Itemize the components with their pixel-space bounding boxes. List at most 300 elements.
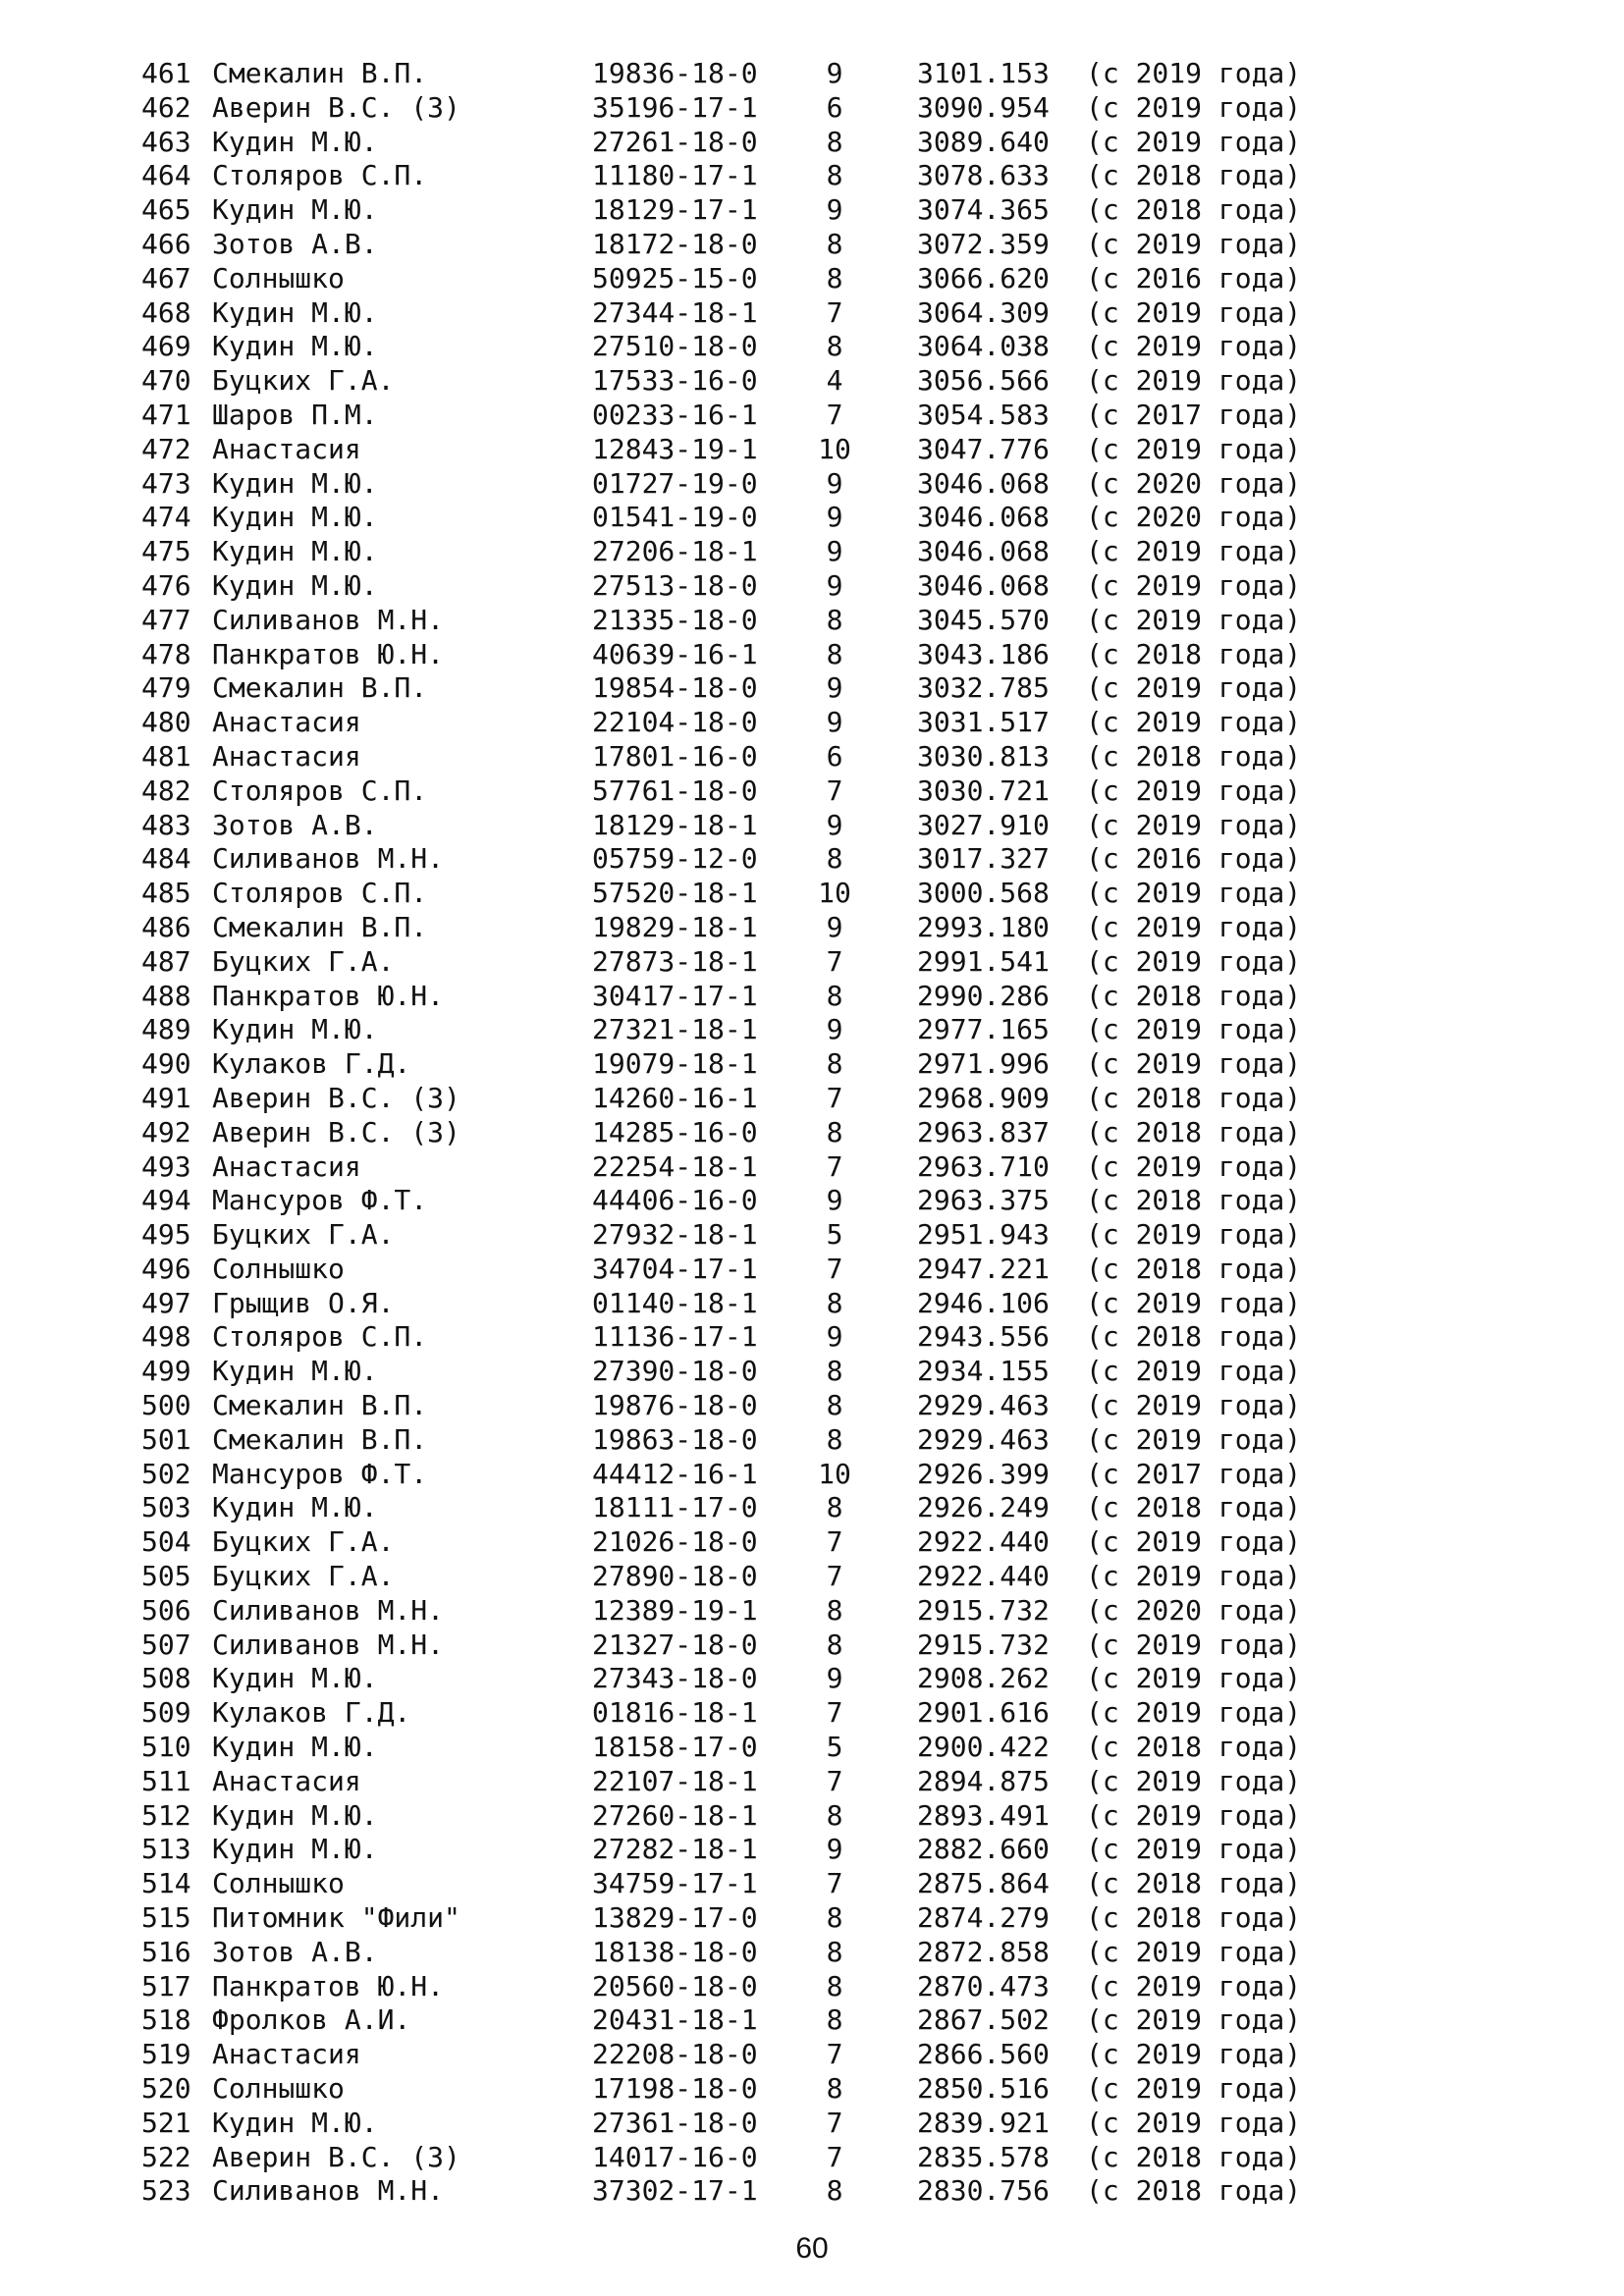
cell-gen: 8 [826, 1422, 843, 1456]
cell-year: (с 2019 года) [1086, 1662, 1302, 1695]
cell-num: 486 [141, 910, 191, 943]
cell-name: Кудин М.Ю. [212, 193, 378, 227]
cell-gen: 8 [826, 1047, 843, 1081]
cell-code: 12389-19-1 [592, 1593, 758, 1627]
cell-name: Силиванов М.Н. [212, 1628, 445, 1661]
cell-name: Анастасия [212, 2038, 361, 2071]
cell-year: (с 2019 года) [1086, 2038, 1302, 2071]
cell-num: 464 [141, 159, 191, 192]
cell-name: Солнышко [212, 2072, 345, 2106]
cell-num: 504 [141, 1525, 191, 1559]
cell-num: 470 [141, 364, 191, 398]
cell-gen: 7 [826, 1149, 843, 1183]
cell-code: 27510-18-0 [592, 330, 758, 363]
cell-num: 469 [141, 330, 191, 363]
cell-name: Панкратов Ю.Н. [212, 979, 445, 1012]
cell-gen: 8 [826, 1901, 843, 1935]
cell-score: 3030.813 [917, 739, 1050, 773]
cell-score: 2991.541 [917, 944, 1050, 978]
cell-year: (с 2019 года) [1086, 774, 1302, 807]
cell-year: (с 2019 года) [1086, 1560, 1302, 1593]
cell-year: (с 2018 года) [1086, 2140, 1302, 2173]
cell-num: 521 [141, 2106, 191, 2139]
cell-gen: 9 [826, 501, 843, 534]
cell-year: (с 2019 года) [1086, 568, 1302, 602]
cell-gen: 9 [826, 57, 843, 89]
cell-year: (с 2019 года) [1086, 125, 1302, 158]
cell-score: 3064.309 [917, 295, 1050, 329]
cell-year: (с 2019 года) [1086, 1389, 1302, 1422]
cell-year: (с 2018 года) [1086, 1867, 1302, 1900]
cell-gen: 8 [826, 979, 843, 1012]
cell-num: 502 [141, 1457, 191, 1490]
cell-num: 484 [141, 842, 191, 876]
cell-name: Силиванов М.Н. [212, 2174, 445, 2208]
cell-gen: 7 [826, 1252, 843, 1285]
cell-gen: 7 [826, 398, 843, 431]
cell-gen: 10 [818, 432, 851, 465]
cell-score: 3090.954 [917, 90, 1050, 124]
cell-gen: 9 [826, 1662, 843, 1695]
cell-num: 498 [141, 1320, 191, 1354]
cell-name: Кудин М.Ю. [212, 466, 378, 500]
cell-code: 34704-17-1 [592, 1252, 758, 1285]
cell-code: 18138-18-0 [592, 1935, 758, 1968]
cell-code: 37302-17-1 [592, 2174, 758, 2208]
cell-name: Анастасия [212, 1764, 361, 1797]
cell-num: 474 [141, 501, 191, 534]
cell-code: 13829-17-0 [592, 1901, 758, 1935]
cell-name: Аверин В.С. (З) [212, 90, 460, 124]
cell-num: 480 [141, 706, 191, 739]
cell-score: 2963.375 [917, 1184, 1050, 1217]
cell-gen: 8 [826, 227, 843, 260]
cell-gen: 8 [826, 2003, 843, 2037]
cell-name: Анастасия [212, 739, 361, 773]
cell-year: (с 2019 года) [1086, 330, 1302, 363]
cell-year: (с 2019 года) [1086, 2003, 1302, 2037]
cell-year: (с 2019 года) [1086, 295, 1302, 329]
cell-score: 2867.502 [917, 2003, 1050, 2037]
cell-name: Кудин М.Ю. [212, 1798, 378, 1832]
cell-num: 481 [141, 739, 191, 773]
cell-name: Кудин М.Ю. [212, 568, 378, 602]
cell-name: Силиванов М.Н. [212, 603, 445, 636]
cell-gen: 10 [818, 1457, 851, 1490]
cell-gen: 8 [826, 2072, 843, 2106]
cell-name: Кудин М.Ю. [212, 1731, 378, 1764]
cell-code: 19876-18-0 [592, 1389, 758, 1422]
cell-score: 2872.858 [917, 1935, 1050, 1968]
cell-name: Мансуров Ф.Т. [212, 1184, 428, 1217]
cell-score: 2900.422 [917, 1731, 1050, 1764]
cell-year: (с 2019 года) [1086, 1969, 1302, 2002]
cell-code: 21327-18-0 [592, 1628, 758, 1661]
cell-code: 22254-18-1 [592, 1149, 758, 1183]
cell-num: 479 [141, 671, 191, 705]
cell-year: (с 2018 года) [1086, 1081, 1302, 1114]
cell-year: (с 2019 года) [1086, 364, 1302, 398]
cell-gen: 9 [826, 466, 843, 500]
cell-gen: 9 [826, 706, 843, 739]
cell-year: (с 2018 года) [1086, 1901, 1302, 1935]
cell-num: 515 [141, 1901, 191, 1935]
cell-gen: 8 [826, 159, 843, 192]
cell-year: (с 2019 года) [1086, 1833, 1302, 1866]
cell-code: 19854-18-0 [592, 671, 758, 705]
cell-num: 513 [141, 1833, 191, 1866]
cell-code: 27513-18-0 [592, 568, 758, 602]
cell-year: (с 2018 года) [1086, 1252, 1302, 1285]
cell-score: 2946.106 [917, 1286, 1050, 1319]
cell-name: Солнышко [212, 1252, 345, 1285]
cell-score: 3027.910 [917, 808, 1050, 841]
cell-num: 466 [141, 227, 191, 260]
cell-score: 2850.516 [917, 2072, 1050, 2106]
cell-code: 01541-19-0 [592, 501, 758, 534]
cell-name: Кудин М.Ю. [212, 1833, 378, 1866]
cell-code: 27390-18-0 [592, 1355, 758, 1388]
cell-score: 3046.068 [917, 466, 1050, 500]
cell-score: 3074.365 [917, 193, 1050, 227]
cell-score: 3043.186 [917, 637, 1050, 670]
cell-num: 506 [141, 1593, 191, 1627]
cell-code: 27261-18-0 [592, 125, 758, 158]
cell-num: 477 [141, 603, 191, 636]
cell-gen: 8 [826, 1389, 843, 1422]
cell-gen: 9 [826, 910, 843, 943]
cell-num: 482 [141, 774, 191, 807]
cell-year: (с 2019 года) [1086, 1764, 1302, 1797]
cell-num: 494 [141, 1184, 191, 1217]
cell-name: Смекалин В.П. [212, 1422, 428, 1456]
cell-name: Кулаков Г.Д. [212, 1696, 411, 1730]
cell-gen: 8 [826, 1969, 843, 2002]
cell-name: Столяров С.П. [212, 1320, 428, 1354]
cell-score: 2915.732 [917, 1628, 1050, 1661]
cell-score: 2977.165 [917, 1013, 1050, 1046]
cell-num: 518 [141, 2003, 191, 2037]
cell-code: 20431-18-1 [592, 2003, 758, 2037]
cell-name: Силиванов М.Н. [212, 842, 445, 876]
cell-code: 17801-16-0 [592, 739, 758, 773]
cell-code: 50925-15-0 [592, 261, 758, 294]
cell-year: (с 2019 года) [1086, 1525, 1302, 1559]
cell-year: (с 2018 года) [1086, 1491, 1302, 1524]
cell-gen: 9 [826, 808, 843, 841]
cell-score: 3030.721 [917, 774, 1050, 807]
cell-num: 497 [141, 1286, 191, 1319]
cell-gen: 8 [826, 1355, 843, 1388]
cell-year: (с 2019 года) [1086, 1218, 1302, 1252]
cell-gen: 9 [826, 535, 843, 568]
cell-code: 34759-17-1 [592, 1867, 758, 1900]
cell-code: 19836-18-0 [592, 57, 758, 89]
cell-score: 2968.909 [917, 1081, 1050, 1114]
cell-code: 19829-18-1 [592, 910, 758, 943]
cell-year: (с 2019 года) [1086, 1628, 1302, 1661]
cell-gen: 7 [826, 2038, 843, 2071]
cell-year: (с 2019 года) [1086, 1047, 1302, 1081]
cell-code: 27282-18-1 [592, 1833, 758, 1866]
cell-code: 11180-17-1 [592, 159, 758, 192]
cell-name: Кудин М.Ю. [212, 1662, 378, 1695]
cell-gen: 6 [826, 739, 843, 773]
cell-year: (с 2018 года) [1086, 193, 1302, 227]
cell-name: Кудин М.Ю. [212, 125, 378, 158]
cell-num: 523 [141, 2174, 191, 2208]
cell-name: Столяров С.П. [212, 774, 428, 807]
cell-num: 468 [141, 295, 191, 329]
cell-score: 2922.440 [917, 1560, 1050, 1593]
cell-code: 17533-16-0 [592, 364, 758, 398]
cell-year: (с 2019 года) [1086, 671, 1302, 705]
cell-num: 483 [141, 808, 191, 841]
cell-year: (с 2019 года) [1086, 57, 1302, 89]
cell-gen: 8 [826, 2174, 843, 2208]
cell-num: 520 [141, 2072, 191, 2106]
cell-num: 510 [141, 1731, 191, 1764]
cell-gen: 7 [826, 1764, 843, 1797]
cell-num: 487 [141, 944, 191, 978]
cell-year: (с 2019 года) [1086, 944, 1302, 978]
cell-year: (с 2020 года) [1086, 1593, 1302, 1627]
cell-name: Фролков А.И. [212, 2003, 411, 2037]
cell-score: 2922.440 [917, 1525, 1050, 1559]
cell-code: 14285-16-0 [592, 1115, 758, 1148]
cell-code: 35196-17-1 [592, 90, 758, 124]
cell-score: 2901.616 [917, 1696, 1050, 1730]
cell-name: Буцких Г.А. [212, 1525, 395, 1559]
cell-gen: 9 [826, 671, 843, 705]
cell-gen: 8 [826, 1115, 843, 1148]
cell-num: 499 [141, 1355, 191, 1388]
cell-score: 2830.756 [917, 2174, 1050, 2208]
cell-num: 509 [141, 1696, 191, 1730]
cell-num: 512 [141, 1798, 191, 1832]
cell-score: 2993.180 [917, 910, 1050, 943]
cell-year: (с 2019 года) [1086, 2072, 1302, 2106]
cell-year: (с 2018 года) [1086, 1320, 1302, 1354]
cell-score: 3078.633 [917, 159, 1050, 192]
cell-num: 465 [141, 193, 191, 227]
cell-gen: 8 [826, 1286, 843, 1319]
cell-num: 476 [141, 568, 191, 602]
cell-score: 3031.517 [917, 706, 1050, 739]
cell-score: 2874.279 [917, 1901, 1050, 1935]
cell-name: Шаров П.М. [212, 398, 378, 431]
cell-gen: 7 [826, 1867, 843, 1900]
cell-num: 467 [141, 261, 191, 294]
cell-num: 501 [141, 1422, 191, 1456]
cell-code: 20560-18-0 [592, 1969, 758, 2002]
cell-name: Буцких Г.А. [212, 364, 395, 398]
cell-score: 2894.875 [917, 1764, 1050, 1797]
cell-year: (с 2019 года) [1086, 877, 1302, 910]
cell-score: 3047.776 [917, 432, 1050, 465]
cell-name: Смекалин В.П. [212, 671, 428, 705]
cell-code: 18158-17-0 [592, 1731, 758, 1764]
cell-score: 3064.038 [917, 330, 1050, 363]
cell-score: 3017.327 [917, 842, 1050, 876]
cell-year: (с 2018 года) [1086, 159, 1302, 192]
cell-year: (с 2019 года) [1086, 1935, 1302, 1968]
cell-score: 2934.155 [917, 1355, 1050, 1388]
cell-year: (с 2017 года) [1086, 398, 1302, 431]
cell-gen: 4 [826, 364, 843, 398]
cell-gen: 7 [826, 295, 843, 329]
cell-score: 2870.473 [917, 1969, 1050, 2002]
cell-gen: 8 [826, 603, 843, 636]
cell-gen: 9 [826, 193, 843, 227]
cell-score: 3000.568 [917, 877, 1050, 910]
cell-score: 2839.921 [917, 2106, 1050, 2139]
cell-code: 18172-18-0 [592, 227, 758, 260]
cell-num: 522 [141, 2140, 191, 2173]
cell-gen: 5 [826, 1218, 843, 1252]
cell-score: 3089.640 [917, 125, 1050, 158]
cell-code: 30417-17-1 [592, 979, 758, 1012]
cell-num: 488 [141, 979, 191, 1012]
cell-name: Аверин В.С. (З) [212, 2140, 460, 2173]
cell-name: Буцких Г.А. [212, 1560, 395, 1593]
cell-name: Кудин М.Ю. [212, 1355, 378, 1388]
cell-name: Грыщив О.Я. [212, 1286, 395, 1319]
cell-code: 14260-16-1 [592, 1081, 758, 1114]
cell-num: 461 [141, 57, 191, 89]
cell-year: (с 2018 года) [1086, 1184, 1302, 1217]
cell-year: (с 2019 года) [1086, 1422, 1302, 1456]
cell-score: 3046.068 [917, 568, 1050, 602]
cell-score: 2963.710 [917, 1149, 1050, 1183]
cell-code: 01727-19-0 [592, 466, 758, 500]
cell-code: 18129-17-1 [592, 193, 758, 227]
cell-code: 27343-18-0 [592, 1662, 758, 1695]
cell-code: 22104-18-0 [592, 706, 758, 739]
cell-num: 500 [141, 1389, 191, 1422]
cell-year: (с 2019 года) [1086, 535, 1302, 568]
cell-num: 511 [141, 1764, 191, 1797]
cell-num: 519 [141, 2038, 191, 2071]
cell-gen: 9 [826, 1184, 843, 1217]
cell-gen: 7 [826, 944, 843, 978]
cell-gen: 8 [826, 261, 843, 294]
cell-score: 3101.153 [917, 57, 1050, 89]
cell-code: 05759-12-0 [592, 842, 758, 876]
cell-year: (с 2019 года) [1086, 706, 1302, 739]
cell-year: (с 2019 года) [1086, 432, 1302, 465]
cell-gen: 8 [826, 1935, 843, 1968]
cell-year: (с 2018 года) [1086, 2174, 1302, 2208]
cell-name: Буцких Г.А. [212, 1218, 395, 1252]
cell-score: 3072.359 [917, 227, 1050, 260]
cell-code: 22107-18-1 [592, 1764, 758, 1797]
cell-year: (с 2016 года) [1086, 261, 1302, 294]
cell-score: 3056.566 [917, 364, 1050, 398]
cell-code: 21335-18-0 [592, 603, 758, 636]
cell-name: Аверин В.С. (З) [212, 1081, 460, 1114]
cell-year: (с 2018 года) [1086, 637, 1302, 670]
cell-score: 3045.570 [917, 603, 1050, 636]
cell-gen: 8 [826, 1491, 843, 1524]
cell-score: 2926.399 [917, 1457, 1050, 1490]
cell-name: Солнышко [212, 1867, 345, 1900]
cell-name: Столяров С.П. [212, 159, 428, 192]
cell-year: (с 2019 года) [1086, 90, 1302, 124]
cell-name: Анастасия [212, 706, 361, 739]
cell-score: 2951.943 [917, 1218, 1050, 1252]
cell-gen: 8 [826, 330, 843, 363]
cell-name: Кудин М.Ю. [212, 501, 378, 534]
cell-name: Панкратов Ю.Н. [212, 1969, 445, 2002]
cell-score: 3066.620 [917, 261, 1050, 294]
cell-score: 2875.864 [917, 1867, 1050, 1900]
cell-num: 478 [141, 637, 191, 670]
cell-name: Анастасия [212, 1149, 361, 1183]
cell-year: (с 2019 года) [1086, 2106, 1302, 2139]
cell-num: 517 [141, 1969, 191, 2002]
cell-num: 505 [141, 1560, 191, 1593]
cell-score: 2943.556 [917, 1320, 1050, 1354]
cell-score: 2929.463 [917, 1389, 1050, 1422]
cell-code: 27361-18-0 [592, 2106, 758, 2139]
cell-score: 3032.785 [917, 671, 1050, 705]
cell-num: 463 [141, 125, 191, 158]
cell-code: 27206-18-1 [592, 535, 758, 568]
cell-name: Мансуров Ф.Т. [212, 1457, 428, 1490]
cell-year: (с 2019 года) [1086, 1286, 1302, 1319]
cell-code: 27873-18-1 [592, 944, 758, 978]
cell-name: Смекалин В.П. [212, 910, 428, 943]
cell-year: (с 2018 года) [1086, 739, 1302, 773]
cell-code: 19863-18-0 [592, 1422, 758, 1456]
cell-name: Кулаков Г.Д. [212, 1047, 411, 1081]
cell-gen: 9 [826, 1320, 843, 1354]
cell-name: Кудин М.Ю. [212, 330, 378, 363]
cell-gen: 7 [826, 1560, 843, 1593]
cell-score: 2947.221 [917, 1252, 1050, 1285]
cell-code: 12843-19-1 [592, 432, 758, 465]
cell-num: 496 [141, 1252, 191, 1285]
cell-code: 19079-18-1 [592, 1047, 758, 1081]
cell-code: 27260-18-1 [592, 1798, 758, 1832]
cell-gen: 8 [826, 1798, 843, 1832]
cell-code: 01816-18-1 [592, 1696, 758, 1730]
cell-score: 2866.560 [917, 2038, 1050, 2071]
cell-gen: 7 [826, 2106, 843, 2139]
cell-year: (с 2016 года) [1086, 842, 1302, 876]
cell-num: 514 [141, 1867, 191, 1900]
cell-name: Силиванов М.Н. [212, 1593, 445, 1627]
page-number: 60 [795, 2232, 829, 2265]
cell-name: Смекалин В.П. [212, 1389, 428, 1422]
cell-year: (с 2019 года) [1086, 808, 1302, 841]
cell-gen: 7 [826, 774, 843, 807]
cell-num: 471 [141, 398, 191, 431]
cell-num: 516 [141, 1935, 191, 1968]
cell-gen: 8 [826, 1628, 843, 1661]
cell-name: Кудин М.Ю. [212, 1013, 378, 1046]
cell-gen: 7 [826, 2140, 843, 2173]
cell-name: Солнышко [212, 261, 345, 294]
cell-gen: 8 [826, 842, 843, 876]
cell-name: Кудин М.Ю. [212, 1491, 378, 1524]
cell-num: 493 [141, 1149, 191, 1183]
cell-score: 2915.732 [917, 1593, 1050, 1627]
cell-name: Смекалин В.П. [212, 57, 428, 89]
cell-year: (с 2019 года) [1086, 910, 1302, 943]
cell-score: 2835.578 [917, 2140, 1050, 2173]
